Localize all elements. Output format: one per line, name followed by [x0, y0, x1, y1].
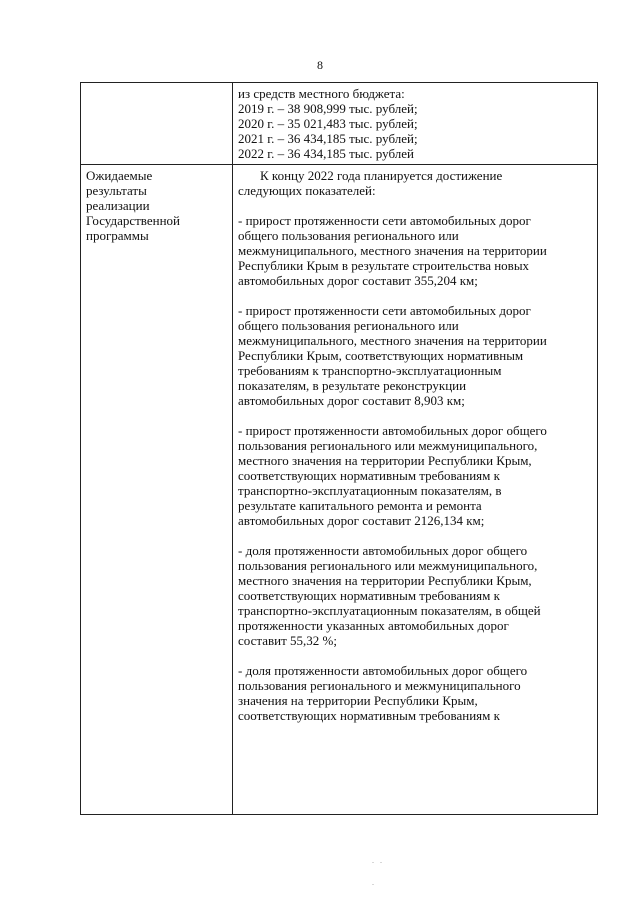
label-line: реализации	[86, 198, 150, 213]
paragraph-line: значения на территории Республики Крым,	[238, 693, 478, 708]
paragraph-line: - прирост протяженности сети автомобильных дорог	[238, 303, 531, 318]
paragraph-line: общего пользования регионального или	[238, 228, 459, 243]
paragraph-line: автомобильных дорог составит 8,903 км;	[238, 393, 465, 408]
paragraph-line: - прирост протяженности сети автомобильных дорог	[238, 213, 531, 228]
budget-line: 2021 г. – 36 434,185 тыс. рублей;	[238, 131, 418, 146]
budget-cell	[233, 83, 598, 165]
label-line: программы	[86, 228, 149, 243]
paragraph-line: К концу 2022 года планируется достижение	[260, 168, 503, 183]
intro-paragraph	[238, 168, 593, 198]
paragraph-line: межмуниципального, местного значения на территории	[238, 333, 547, 348]
page-number: 8	[317, 58, 323, 72]
program-passport-table	[80, 82, 598, 815]
paragraph-line: требованиям к транспортно-эксплуатационным	[238, 363, 502, 378]
paragraph-line: пользования регионального или межмуниципального,	[238, 558, 538, 573]
table-row-budget	[81, 83, 598, 165]
budget-line: 2022 г. – 36 434,185 тыс. рублей	[238, 146, 414, 161]
paragraph-line: соответствующих нормативным требованиям к	[238, 588, 500, 603]
budget-line: из средств местного бюджета:	[238, 86, 405, 101]
label-line: результаты	[86, 183, 147, 198]
indicator-paragraph	[238, 663, 593, 723]
paragraph-line: результате капитального ремонта и ремонта	[238, 498, 482, 513]
expected-results-content	[233, 165, 598, 815]
table-row-expected-results	[81, 165, 598, 815]
paragraph-line: общего пользования регионального или	[238, 318, 459, 333]
paragraph-line: пользования регионального и межмуниципального	[238, 678, 521, 693]
paragraph-line: автомобильных дорог составит 355,204 км;	[238, 273, 478, 288]
paragraph-line: пользования регионального или межмуниципального,	[238, 438, 538, 453]
indicator-paragraph	[238, 213, 593, 288]
paragraph-line: - прирост протяженности автомобильных дорог общего	[238, 423, 547, 438]
paragraph-line: Республики Крым, соответствующих нормативным	[238, 348, 524, 363]
paragraph-line: автомобильных дорог составит 2126,134 км;	[238, 513, 485, 528]
label-line: Государственной	[86, 213, 181, 228]
paragraph-line: межмуниципального, местного значения на территории	[238, 243, 547, 258]
paragraph-line: - доля протяженности автомобильных дорог общего	[238, 663, 528, 678]
paragraph-line: показателям, в результате реконструкции	[238, 378, 467, 393]
expected-results-label	[81, 165, 233, 815]
scan-speck: .	[372, 878, 376, 887]
paragraph-line: местного значения на территории Республики Крым,	[238, 573, 532, 588]
paragraph-line: транспортно-эксплуатационным показателям, в общей	[238, 603, 541, 618]
paragraph-line: следующих показателей:	[238, 183, 376, 198]
indicator-paragraph	[238, 543, 593, 648]
paragraph-line: протяженности указанных автомобильных дорог	[238, 618, 509, 633]
indicator-paragraph	[238, 423, 593, 528]
paragraph-line: местного значения на территории Республики Крым,	[238, 453, 532, 468]
budget-line: 2020 г. – 35 021,483 тыс. рублей;	[238, 116, 418, 131]
indicator-paragraph	[238, 303, 593, 408]
label-line: Ожидаемые	[86, 168, 153, 183]
budget-line: 2019 г. – 38 908,999 тыс. рублей;	[238, 101, 418, 116]
paragraph-line: - доля протяженности автомобильных дорог общего	[238, 543, 528, 558]
scan-speck: . .	[372, 856, 384, 865]
paragraph-line: составит 55,32 %;	[238, 633, 337, 648]
paragraph-line: соответствующих нормативным требованиям к	[238, 708, 500, 723]
paragraph-line: соответствующих нормативным требованиям к	[238, 468, 500, 483]
paragraph-line: Республики Крым в результате строительства новых	[238, 258, 530, 273]
table-cell-empty	[81, 83, 233, 165]
paragraph-line: транспортно-эксплуатационным показателям, в	[238, 483, 502, 498]
